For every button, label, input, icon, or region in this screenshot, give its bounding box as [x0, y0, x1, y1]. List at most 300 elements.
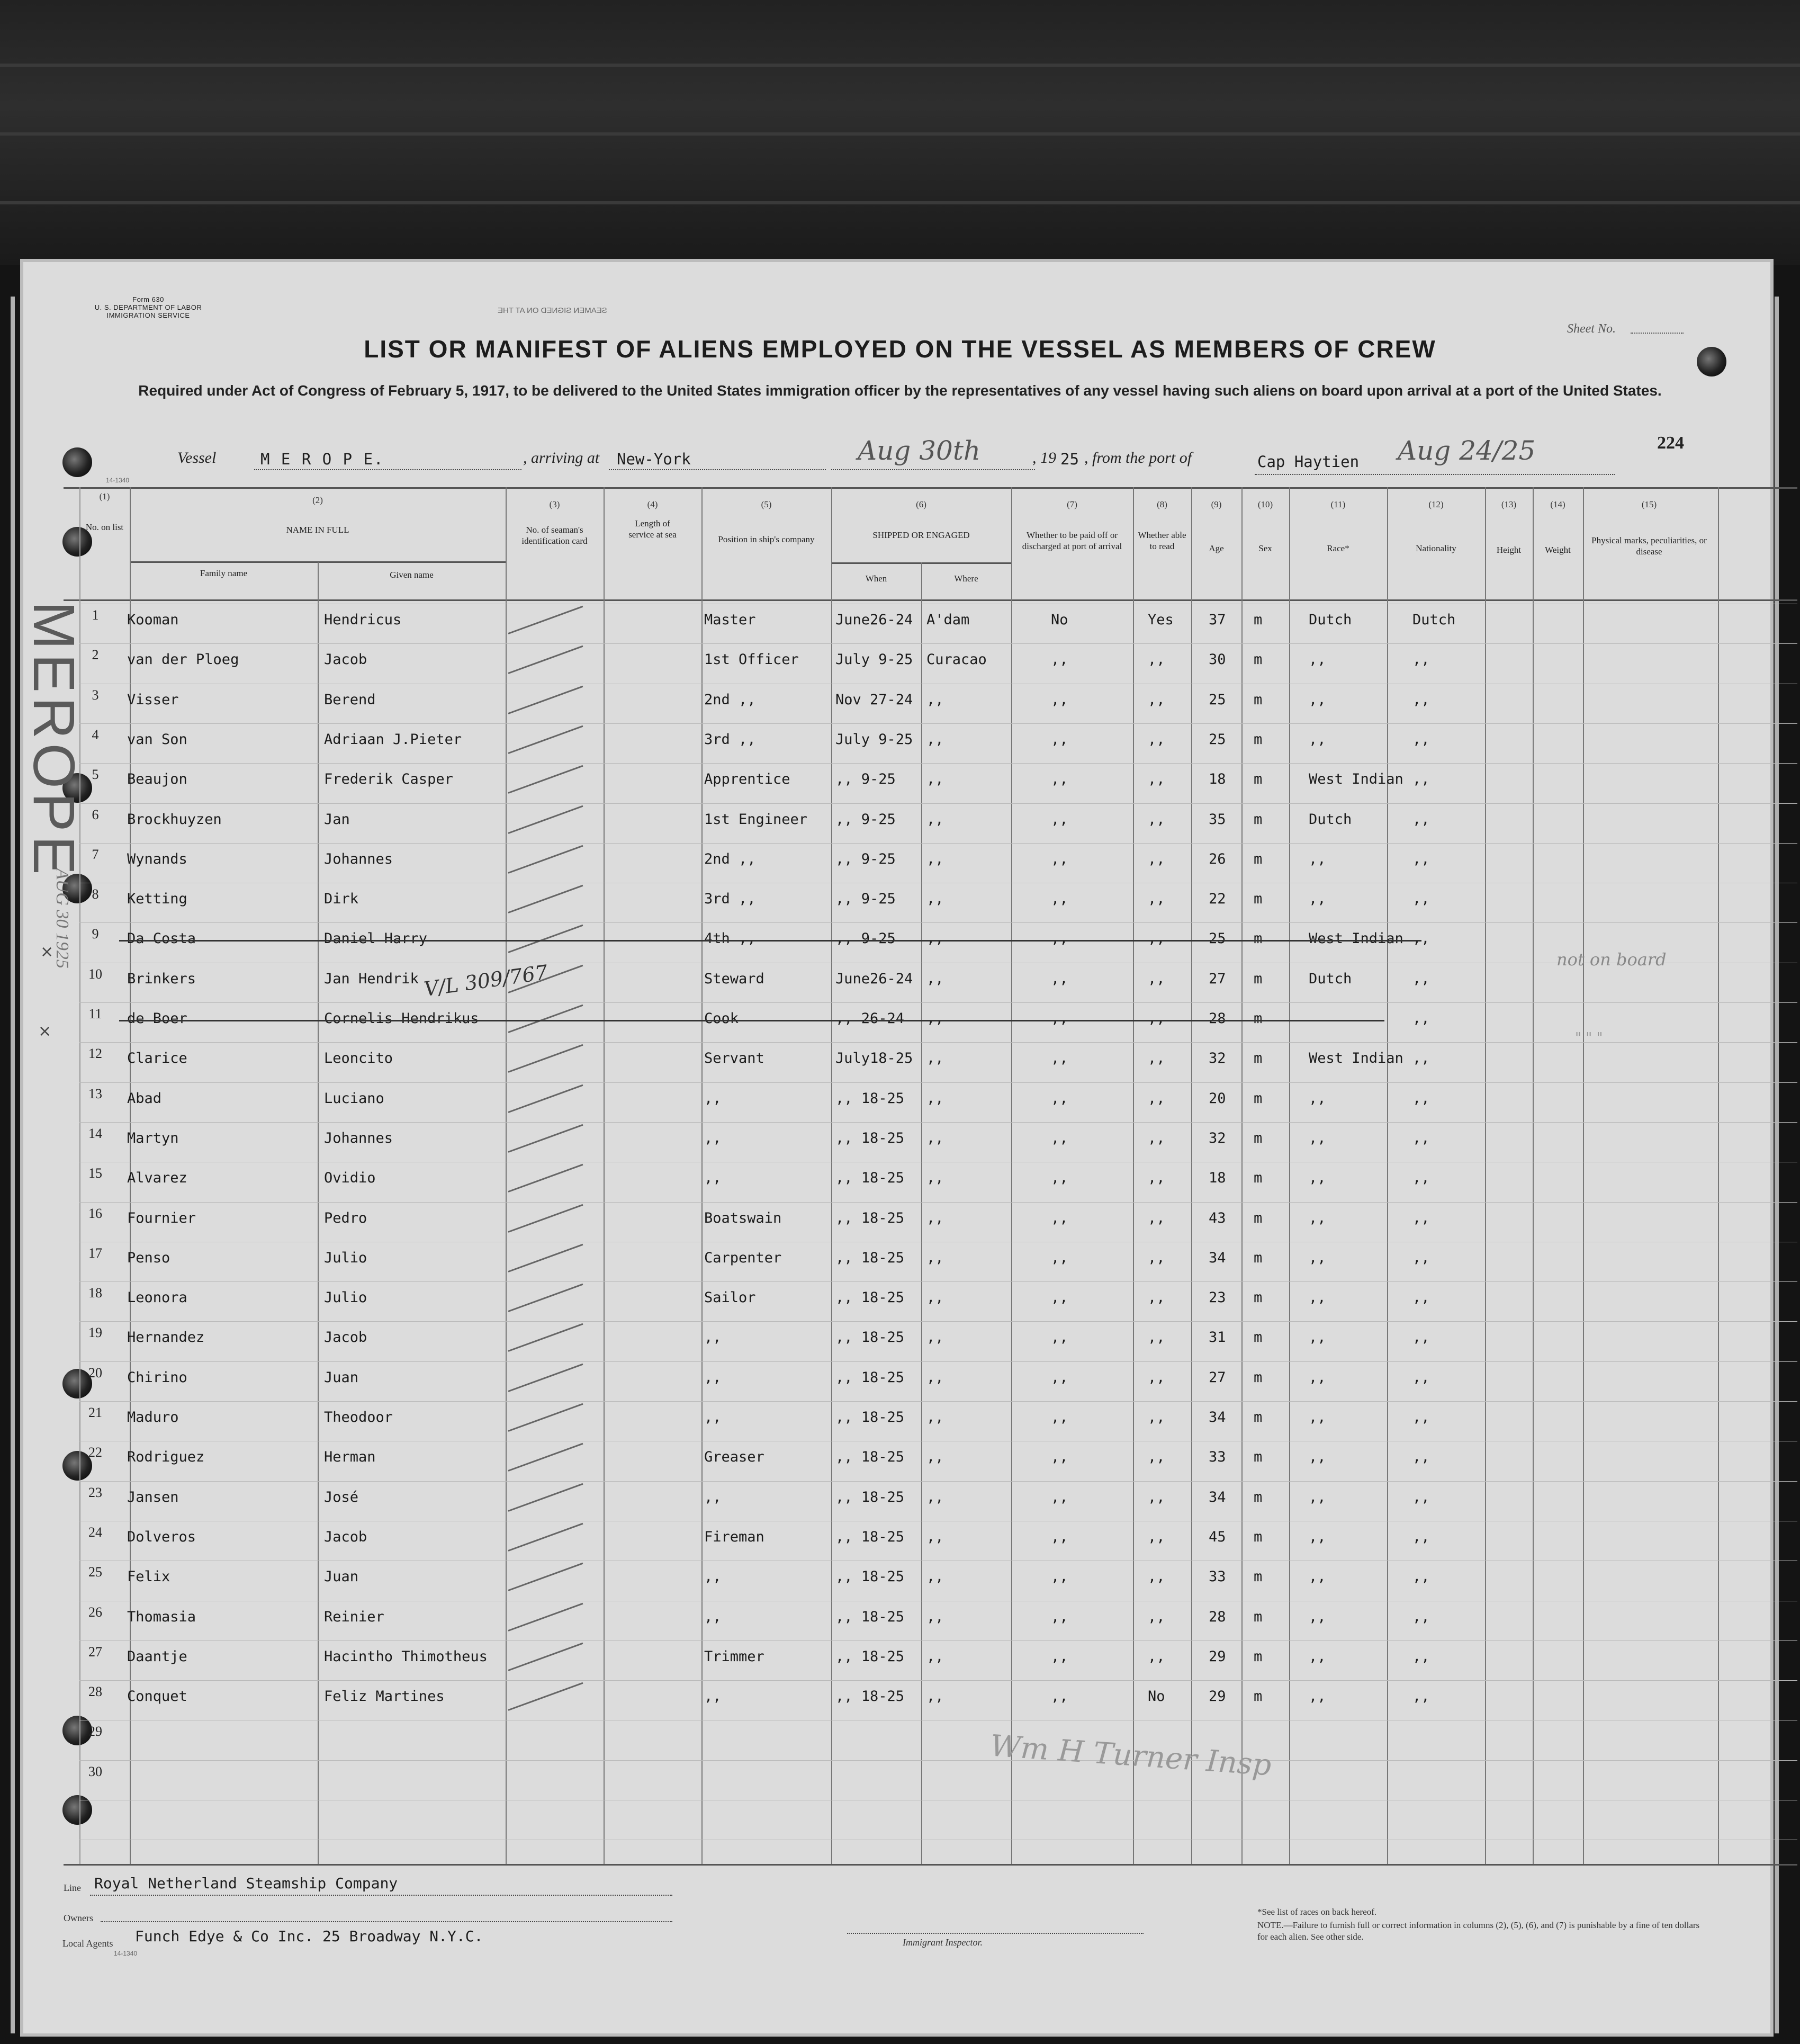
- cell-age: 43: [1209, 1210, 1226, 1226]
- cell-read: ,,: [1148, 1609, 1165, 1625]
- cell-paid: ,,: [1051, 1489, 1068, 1505]
- cell-where: ,,: [926, 1609, 944, 1625]
- cell-paid: ,,: [1051, 1329, 1068, 1346]
- cell-when: ,, 18-25: [835, 1090, 905, 1107]
- cell-nationality: ,,: [1412, 1369, 1430, 1386]
- cell-when: ,, 26-24: [835, 1010, 905, 1027]
- grid-line: [1533, 487, 1534, 1864]
- cell-read: ,,: [1148, 1529, 1165, 1545]
- cell-nationality: ,,: [1412, 1329, 1430, 1346]
- cell-family: Brinkers: [127, 971, 196, 987]
- cell-position: 4th ,,: [704, 930, 756, 947]
- cell-sex: m: [1254, 811, 1263, 828]
- cell-age: 34: [1209, 1409, 1226, 1426]
- col-num-10: (10): [1257, 499, 1273, 509]
- arrival-port: New-York: [617, 450, 691, 468]
- cell-race: ,,: [1309, 1648, 1326, 1665]
- cell-age: 27: [1209, 1369, 1226, 1386]
- grid-line: [604, 487, 605, 1864]
- cell-read: ,,: [1148, 1329, 1165, 1346]
- cell-race: Dutch: [1309, 612, 1352, 628]
- row-number: 5: [92, 767, 99, 782]
- cell-where: ,,: [926, 1010, 944, 1027]
- cell-paid: ,,: [1051, 1688, 1068, 1705]
- cell-given: Herman: [324, 1449, 376, 1465]
- cell-nationality: ,,: [1412, 1648, 1430, 1665]
- failure-note: NOTE.—Failure to furnish full or correct information in columns (2), (5), (6), and (7) is punishable by a fine of ten dollars for each alien. See other side.: [1257, 1920, 1700, 1942]
- cell-family: Dolveros: [127, 1529, 196, 1545]
- cell-paid: ,,: [1051, 1130, 1068, 1146]
- cell-read: ,,: [1148, 731, 1165, 748]
- cell-when: ,, 18-25: [835, 1170, 905, 1186]
- cell-read: ,,: [1148, 891, 1165, 907]
- sheet-label: Sheet No.: [1567, 322, 1616, 336]
- cell-when: ,, 18-25: [835, 1648, 905, 1665]
- grid-line: [79, 1042, 1797, 1043]
- cell-race: ,,: [1309, 1688, 1326, 1705]
- cell-family: Abad: [127, 1090, 162, 1107]
- cell-age: 33: [1209, 1449, 1226, 1465]
- cell-position: 1st Officer: [704, 651, 799, 668]
- cell-age: 37: [1209, 612, 1226, 628]
- cell-family: Chirino: [127, 1369, 187, 1386]
- row-number: 9: [92, 926, 99, 942]
- cell-position: ,,: [704, 1568, 722, 1585]
- cell-position: ,,: [704, 1170, 722, 1186]
- cell-nationality: ,,: [1412, 771, 1430, 787]
- cell-read: ,,: [1148, 851, 1165, 867]
- departure-port: Cap Haytien: [1257, 453, 1360, 471]
- cell-position: ,,: [704, 1369, 722, 1386]
- row-number: 10: [88, 966, 102, 982]
- vessel-name: M E R O P E.: [260, 450, 384, 468]
- cell-family: Fournier: [127, 1210, 196, 1226]
- grid-line: [64, 1864, 1797, 1866]
- cell-nationality: ,,: [1412, 1568, 1430, 1585]
- cell-when: July 9-25: [835, 651, 913, 668]
- cell-position: Boatswain: [704, 1210, 782, 1226]
- cell-given: Ovidio: [324, 1170, 376, 1186]
- arriving-label: , arriving at: [523, 449, 600, 467]
- inspector-label: Immigrant Inspector.: [903, 1937, 983, 1948]
- cell-nationality: ,,: [1412, 1010, 1430, 1027]
- cell-read: ,,: [1148, 1010, 1165, 1027]
- cell-race: ,,: [1309, 1130, 1326, 1146]
- grid-line: [79, 1082, 1797, 1083]
- cell-when: June26-24: [835, 971, 913, 987]
- cell-race: ,,: [1309, 731, 1326, 748]
- cell-age: 25: [1209, 930, 1226, 947]
- cell-family: van Son: [127, 731, 187, 748]
- cell-sex: m: [1254, 971, 1263, 987]
- departure-date: Aug 24/25: [1398, 435, 1536, 466]
- cell-race: ,,: [1309, 891, 1326, 907]
- from-port-label: , from the port of: [1084, 449, 1192, 467]
- cell-age: 25: [1209, 692, 1226, 708]
- cell-sex: m: [1254, 651, 1263, 668]
- cell-nationality: ,,: [1412, 1409, 1430, 1426]
- grid-line: [79, 1002, 1797, 1003]
- cell-race: Dutch: [1309, 811, 1352, 828]
- cell-when: ,, 9-25: [835, 930, 896, 947]
- header-weight: Weight: [1545, 545, 1571, 555]
- cell-sex: m: [1254, 1529, 1263, 1545]
- cell-where: ,,: [926, 731, 944, 748]
- cell-paid: No: [1051, 612, 1068, 628]
- row-number: 15: [88, 1166, 102, 1181]
- cell-position: Apprentice: [704, 771, 790, 787]
- col-num-8: (8): [1157, 499, 1167, 509]
- cell-nationality: ,,: [1412, 891, 1430, 907]
- grid-line: [506, 487, 507, 1864]
- header-age: Age: [1209, 543, 1224, 553]
- cell-when: ,, 18-25: [835, 1489, 905, 1505]
- cell-paid: ,,: [1051, 771, 1068, 787]
- row-number: 23: [88, 1485, 102, 1500]
- grid-line: [1387, 487, 1388, 1864]
- col-num-2: (2): [312, 495, 323, 505]
- grid-line: [318, 562, 319, 1864]
- cell-family: Alvarez: [127, 1170, 187, 1186]
- row-number: 11: [88, 1006, 102, 1021]
- cell-nationality: ,,: [1412, 930, 1430, 947]
- grid-line: [921, 562, 922, 1864]
- cell-read: ,,: [1148, 651, 1165, 668]
- row-number: 21: [88, 1405, 102, 1420]
- cell-position: Trimmer: [704, 1648, 764, 1665]
- cell-nationality: ,,: [1412, 651, 1430, 668]
- cell-sex: m: [1254, 1409, 1263, 1426]
- grid-line: [79, 1680, 1797, 1681]
- form-number: Form 630: [132, 295, 164, 303]
- cell-race: West Indian: [1309, 930, 1403, 947]
- cell-position: ,,: [704, 1130, 722, 1146]
- cell-age: 25: [1209, 731, 1226, 748]
- cell-where: ,,: [926, 930, 944, 947]
- cell-paid: ,,: [1051, 1010, 1068, 1027]
- cell-given: Pedro: [324, 1210, 367, 1226]
- header-height: Height: [1496, 545, 1522, 555]
- cell-read: ,,: [1148, 811, 1165, 828]
- punch-hole-icon: [62, 447, 92, 477]
- cell-nationality: ,,: [1412, 971, 1430, 987]
- not-on-board-note: not on board: [1556, 949, 1667, 970]
- cell-paid: ,,: [1051, 1369, 1068, 1386]
- cell-paid: ,,: [1051, 1050, 1068, 1066]
- cell-age: 34: [1209, 1489, 1226, 1505]
- cell-race: Dutch: [1309, 971, 1352, 987]
- cell-sex: m: [1254, 930, 1263, 947]
- cell-paid: ,,: [1051, 851, 1068, 867]
- line-label: Line: [64, 1882, 81, 1893]
- cell-where: ,,: [926, 811, 944, 828]
- cell-when: July 9-25: [835, 731, 913, 748]
- department-name: U. S. DEPARTMENT OF LABOR: [94, 303, 202, 311]
- background-stripe: [0, 201, 1800, 204]
- cell-race: ,,: [1309, 1449, 1326, 1465]
- cell-when: ,, 18-25: [835, 1568, 905, 1585]
- line-underline: [90, 1895, 672, 1896]
- cell-read: ,,: [1148, 1489, 1165, 1505]
- cell-paid: ,,: [1051, 1568, 1068, 1585]
- cell-nationality: ,,: [1412, 1050, 1430, 1066]
- agents-label: Local Agents: [62, 1938, 113, 1949]
- row-number: 3: [92, 687, 99, 703]
- id-note-handwritten: V/L 309/767: [422, 960, 550, 1001]
- cell-where: ,,: [926, 971, 944, 987]
- header-family-name: Family name: [200, 568, 248, 578]
- col-num-15: (15): [1641, 499, 1657, 509]
- cell-read: ,,: [1148, 1568, 1165, 1585]
- grid-line: [79, 922, 1797, 923]
- cell-sex: m: [1254, 1449, 1263, 1465]
- cell-sex: m: [1254, 731, 1263, 748]
- ditto-note: " " ": [1575, 1030, 1603, 1046]
- col-num-14: (14): [1550, 499, 1565, 509]
- cell-when: ,, 18-25: [835, 1369, 905, 1386]
- cell-paid: ,,: [1051, 1210, 1068, 1226]
- cell-read: ,,: [1148, 1289, 1165, 1306]
- cell-when: ,, 18-25: [835, 1289, 905, 1306]
- cell-nationality: ,,: [1412, 1529, 1430, 1545]
- vessel-label: Vessel: [177, 449, 217, 467]
- stamp-date: AUG 30 1925: [52, 868, 72, 969]
- cell-read: ,,: [1148, 1090, 1165, 1107]
- cell-race: ,,: [1309, 1568, 1326, 1585]
- cell-nationality: ,,: [1412, 692, 1430, 708]
- cell-age: 20: [1209, 1090, 1226, 1107]
- row-number: 20: [88, 1365, 102, 1380]
- cell-family: Jansen: [127, 1489, 179, 1505]
- cell-when: Nov 27-24: [835, 692, 913, 708]
- cell-given: Julio: [324, 1289, 367, 1306]
- cell-family: Conquet: [127, 1688, 187, 1705]
- cell-position: 2nd ,,: [704, 692, 756, 708]
- cell-given: Theodoor: [324, 1409, 393, 1426]
- cell-nationality: ,,: [1412, 1130, 1430, 1146]
- cell-where: ,,: [926, 1050, 944, 1066]
- cell-family: de Boer: [127, 1010, 187, 1027]
- cell-where: ,,: [926, 1130, 944, 1146]
- cell-race: West Indian: [1309, 1050, 1403, 1066]
- cell-sex: m: [1254, 1568, 1263, 1585]
- cell-when: ,, 18-25: [835, 1250, 905, 1266]
- row-number: 29: [88, 1724, 102, 1739]
- cell-sex: m: [1254, 1489, 1263, 1505]
- cell-nationality: ,,: [1412, 731, 1430, 748]
- cell-given: Berend: [324, 692, 376, 708]
- row-number: 16: [88, 1206, 102, 1221]
- col-num-13: (13): [1501, 499, 1517, 509]
- cell-where: ,,: [926, 1170, 944, 1186]
- header-no-on-list: No. on list: [85, 522, 124, 532]
- cell-when: ,, 9-25: [835, 771, 896, 787]
- cell-position: ,,: [704, 1409, 722, 1426]
- header-position: Position in ship's company: [718, 534, 815, 544]
- cell-given: Hendricus: [324, 612, 402, 628]
- cell-paid: ,,: [1051, 1170, 1068, 1186]
- cell-read: ,,: [1148, 1369, 1165, 1386]
- cell-where: ,,: [926, 1289, 944, 1306]
- cell-read: No: [1148, 1688, 1165, 1705]
- cell-paid: ,,: [1051, 1250, 1068, 1266]
- cell-sex: m: [1254, 1010, 1263, 1027]
- cell-when: ,, 18-25: [835, 1609, 905, 1625]
- strike-line: [119, 940, 1421, 942]
- cell-where: ,,: [926, 1648, 944, 1665]
- cell-read: ,,: [1148, 692, 1165, 708]
- cell-read: ,,: [1148, 1130, 1165, 1146]
- cell-position: 3rd ,,: [704, 731, 756, 748]
- cell-position: Steward: [704, 971, 764, 987]
- cell-sex: m: [1254, 1250, 1263, 1266]
- cell-position: ,,: [704, 1688, 722, 1705]
- cell-sex: m: [1254, 1609, 1263, 1625]
- cell-paid: ,,: [1051, 1090, 1068, 1107]
- cell-race: ,,: [1309, 1369, 1326, 1386]
- background-stripe: [0, 64, 1800, 67]
- inspector-line: [847, 1933, 1144, 1934]
- races-note: *See list of races on back hereof.: [1257, 1907, 1377, 1917]
- cell-where: ,,: [926, 1250, 944, 1266]
- grid-line: [64, 599, 1797, 601]
- sheet-number: 224: [1657, 433, 1684, 453]
- header-id-card: No. of seaman's identification card: [521, 525, 588, 546]
- cell-nationality: ,,: [1412, 1609, 1430, 1625]
- cell-age: 29: [1209, 1688, 1226, 1705]
- cell-read: ,,: [1148, 1050, 1165, 1066]
- cell-age: 33: [1209, 1568, 1226, 1585]
- cell-paid: ,,: [1051, 971, 1068, 987]
- line-value: Royal Netherland Steamship Company: [94, 1875, 398, 1892]
- grid-line: [79, 1202, 1797, 1203]
- grid-line: [1583, 487, 1584, 1864]
- cell-sex: m: [1254, 1170, 1263, 1186]
- cell-nationality: ,,: [1412, 1210, 1430, 1226]
- cell-paid: ,,: [1051, 1289, 1068, 1306]
- cell-nationality: ,,: [1412, 811, 1430, 828]
- grid-line: [79, 763, 1797, 764]
- cell-where: ,,: [926, 1369, 944, 1386]
- row-number: 2: [92, 647, 99, 662]
- cell-age: 23: [1209, 1289, 1226, 1306]
- cell-given: Juan: [324, 1568, 359, 1585]
- port-line: [1255, 474, 1615, 475]
- cell-given: Leoncito: [324, 1050, 393, 1066]
- cell-where: ,,: [926, 891, 944, 907]
- vessel-stamp: MEROPE: [21, 601, 86, 879]
- cell-when: ,, 18-25: [835, 1688, 905, 1705]
- cell-race: ,,: [1309, 1329, 1326, 1346]
- cross-mark-icon: ×: [38, 1022, 52, 1041]
- cell-family: Martyn: [127, 1130, 179, 1146]
- cell-race: ,,: [1309, 1170, 1326, 1186]
- paper-edge: [1775, 297, 1779, 2033]
- page-title: LIST OR MANIFEST OF ALIENS EMPLOYED ON THE VESSEL AS MEMBERS OF CREW: [364, 335, 1436, 363]
- grid-line: [1241, 487, 1243, 1864]
- cell-given: Johannes: [324, 851, 393, 867]
- cell-paid: ,,: [1051, 731, 1068, 748]
- row-number: 18: [88, 1285, 102, 1301]
- header-name-in-full: NAME IN FULL: [286, 525, 349, 535]
- cell-sex: m: [1254, 1329, 1263, 1346]
- cell-age: 18: [1209, 1170, 1226, 1186]
- cell-where: ,,: [926, 771, 944, 787]
- cell-age: 18: [1209, 771, 1226, 787]
- cell-when: ,, 9-25: [835, 891, 896, 907]
- cell-age: 30: [1209, 651, 1226, 668]
- form-ref-code: 14-1340: [106, 477, 130, 484]
- row-number: 14: [88, 1126, 102, 1141]
- cell-sex: m: [1254, 1090, 1263, 1107]
- cell-age: 35: [1209, 811, 1226, 828]
- cell-where: Curacao: [926, 651, 987, 668]
- col-num-6: (6): [916, 499, 926, 509]
- row-number: 22: [88, 1445, 102, 1460]
- cell-sex: m: [1254, 851, 1263, 867]
- cell-family: Maduro: [127, 1409, 179, 1426]
- row-number: 30: [88, 1764, 102, 1779]
- cell-read: ,,: [1148, 771, 1165, 787]
- row-number: 6: [92, 807, 99, 822]
- cell-given: Daniel Harry: [324, 930, 428, 947]
- cell-position: ,,: [704, 1329, 722, 1346]
- cell-family: Ketting: [127, 891, 187, 907]
- cell-position: Cook: [704, 1010, 739, 1027]
- grid-line: [1011, 487, 1012, 1864]
- row-number: 24: [88, 1525, 102, 1540]
- cell-nationality: ,,: [1412, 1489, 1430, 1505]
- cell-position: 3rd ,,: [704, 891, 756, 907]
- inspector-signature: Wm H Turner Insp: [989, 1728, 1273, 1783]
- grid-line: [79, 1640, 1797, 1641]
- col-num-11: (11): [1330, 499, 1346, 509]
- cell-age: 32: [1209, 1050, 1226, 1066]
- cell-given: Frederik Casper: [324, 771, 453, 787]
- cell-given: Feliz Martines: [324, 1688, 445, 1705]
- cell-when: ,, 18-25: [835, 1529, 905, 1545]
- grid-line: [79, 1760, 1797, 1761]
- cell-nationality: ,,: [1412, 1170, 1430, 1186]
- grid-line: [831, 487, 832, 1864]
- row-number: 17: [88, 1245, 102, 1261]
- cell-paid: ,,: [1051, 651, 1068, 668]
- header-sex: Sex: [1258, 543, 1272, 553]
- grid-line: [79, 1481, 1797, 1482]
- header-where: Where: [954, 573, 978, 584]
- cell-position: ,,: [704, 1090, 722, 1107]
- cell-paid: ,,: [1051, 1609, 1068, 1625]
- grid-line: [701, 487, 703, 1864]
- grid-line: [79, 843, 1797, 844]
- cell-read: ,,: [1148, 1648, 1165, 1665]
- cell-given: Jacob: [324, 1329, 367, 1346]
- cell-family: Brockhuyzen: [127, 811, 222, 828]
- cell-position: ,,: [704, 1609, 722, 1625]
- col-num-4: (4): [647, 499, 658, 509]
- cell-position: Fireman: [704, 1529, 764, 1545]
- cell-where: ,,: [926, 1688, 944, 1705]
- cell-family: Leonora: [127, 1289, 187, 1306]
- grid-line: [1191, 487, 1192, 1864]
- header-shipped: SHIPPED OR ENGAGED: [872, 530, 970, 540]
- cell-race: ,,: [1309, 1489, 1326, 1505]
- cell-paid: ,,: [1051, 891, 1068, 907]
- cell-sex: m: [1254, 1289, 1263, 1306]
- cell-sex: m: [1254, 612, 1263, 628]
- col-num-9: (9): [1211, 499, 1222, 509]
- cell-family: van der Ploeg: [127, 651, 239, 668]
